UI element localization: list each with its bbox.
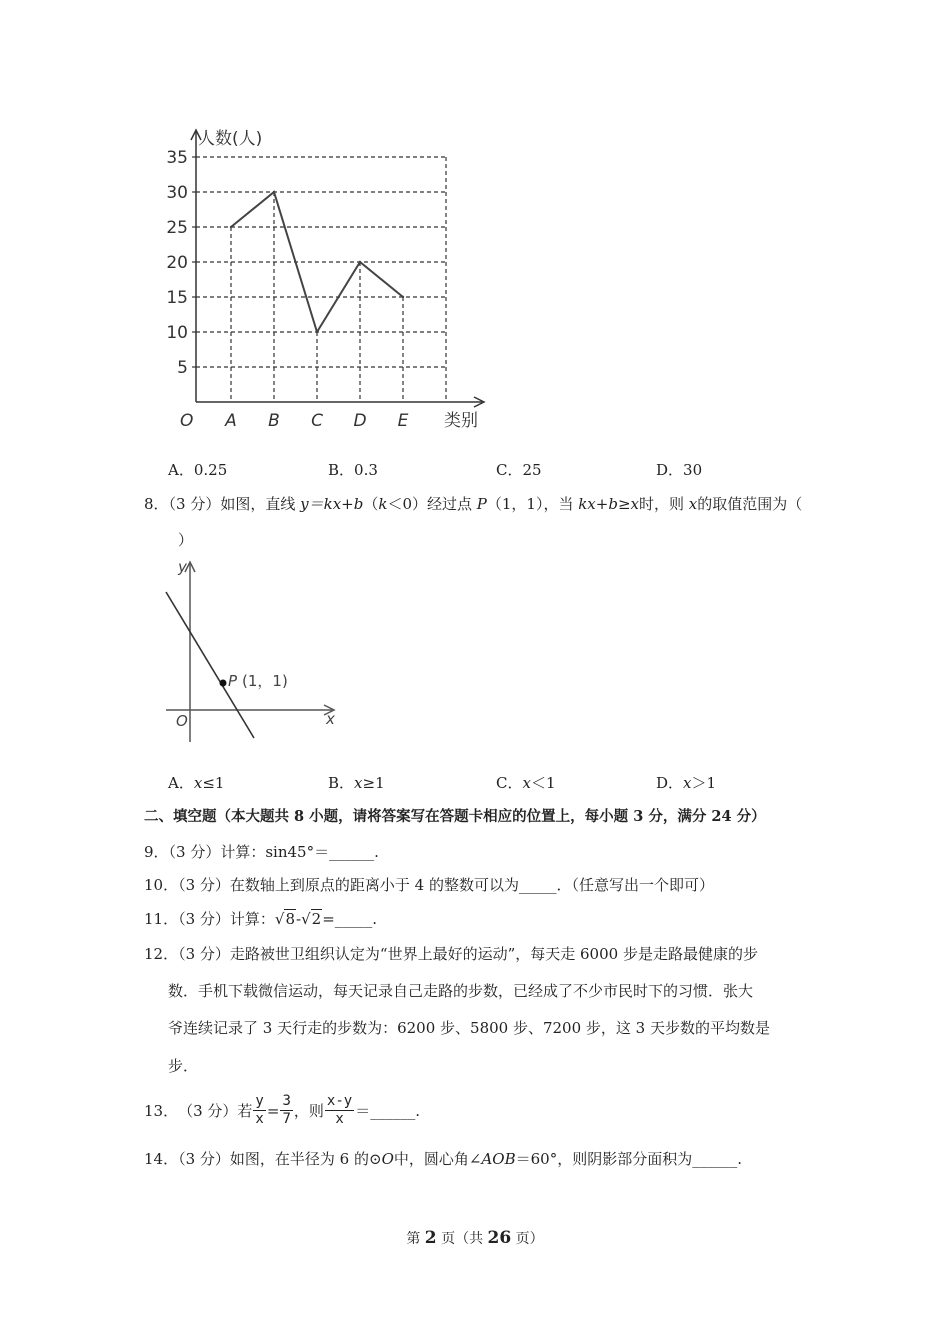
chart-axes (191, 130, 484, 407)
data-point-E (402, 296, 404, 298)
equals-sign: = (266, 1101, 280, 1120)
y-tick-label-10: 10 (166, 323, 188, 343)
q14-text-2: 中，圆心角∠ (393, 1150, 482, 1168)
option-text: 0.3 (354, 461, 378, 479)
section-heading: 二、填空题（本大题共 8 小题，请将答案写在答题卡相应的位置上，每小题 3 分，满分 24 分） (144, 808, 766, 825)
q8-equation: y＝kx+b (300, 495, 364, 513)
data-point-C (316, 331, 318, 333)
option-letter: C． (496, 774, 523, 792)
option-letter: C． (496, 461, 523, 479)
y-tick-label-35: 35 (166, 148, 188, 168)
total-pages: 26 (487, 1228, 512, 1248)
question-score: （3 分） (178, 1150, 230, 1168)
denominator: x (335, 1111, 344, 1127)
option-letter: A． (168, 774, 194, 792)
q12-text-1: 走路被世卫组织认定为“世界上最好的运动”，每天走 6000 步是走路最健康的步 (229, 945, 758, 963)
line-chart (160, 120, 500, 440)
x-label: x (326, 710, 335, 728)
option-var: x (522, 774, 531, 792)
fraction-3-over-7 (280, 1093, 292, 1128)
p-label: P (228, 672, 238, 690)
answer-blank[interactable]: _____ (334, 910, 373, 928)
point-p (220, 680, 227, 687)
q12-line-2: 数．手机下载微信运动，每天记录自己走路的步数，已经成了不少市民时下的习惯．张大 (168, 982, 754, 1000)
footer-text: 页） (511, 1231, 544, 1247)
x-tick-label-C: C (311, 411, 323, 431)
q11 (144, 909, 377, 929)
option-relation: ≥1 (362, 774, 385, 792)
fraction-x-minus-y-over-x (325, 1093, 354, 1128)
sqrt-8: √8 (274, 910, 296, 928)
q11-end: . (372, 910, 378, 928)
y-tick-label-30: 30 (166, 183, 188, 203)
question-score: （3 分） (178, 910, 230, 928)
q13 (144, 1093, 420, 1128)
q8-close-paren: ） (178, 531, 194, 549)
equals-sign: = (322, 910, 335, 928)
q9-text: 计算：sin45°＝ (220, 843, 330, 861)
q8-text-5: 时，则 (638, 495, 689, 513)
q12-line-1 (144, 944, 758, 964)
question-score: （3 分） (178, 876, 230, 894)
q8-text-4: （1，1），当 (486, 495, 579, 513)
q14-angle: AOB (481, 1150, 516, 1168)
q11-text: 计算： (229, 910, 275, 928)
q7-option-d[interactable] (656, 460, 702, 480)
q8-stem (144, 494, 802, 514)
denominator: x (255, 1111, 264, 1127)
q8-x: x (688, 495, 698, 513)
q7-option-a[interactable] (168, 460, 227, 480)
q8-condition: kx+b≥x (578, 495, 639, 513)
x-tick-label-B: B (268, 411, 280, 431)
x-axis-label: 类别 (444, 411, 478, 431)
numerator: y (255, 1093, 264, 1109)
q14-text-1: 如图，在半径为 6 的⊙ (229, 1150, 382, 1168)
q14-circle-o: O (381, 1150, 394, 1168)
q12-line-3: 爷连续记录了 3 天行走的步数为：6200 步、5800 步、7200 步，这 3 天步数的平均数是 (168, 1019, 770, 1037)
option-relation: ＜1 (530, 774, 556, 792)
page-number: 2 (424, 1228, 437, 1248)
q12-line-4: 步． (168, 1057, 199, 1075)
sqrt-2: √2 (301, 910, 322, 928)
x-tick-label-E: E (397, 411, 409, 431)
option-letter: A． (168, 461, 194, 479)
y-axis-label: 人数(人) (198, 129, 263, 149)
option-relation: ≤1 (202, 774, 225, 792)
answer-blank[interactable]: _____ (519, 876, 557, 894)
q8-k: k (378, 495, 388, 513)
q14 (144, 1149, 742, 1169)
q8-option-c[interactable] (496, 773, 556, 793)
q9-end: . (374, 843, 379, 861)
chart-grid (192, 157, 446, 402)
question-number: 11． (144, 910, 179, 928)
q13-end: . (415, 1101, 420, 1120)
q8-text-6: 的取值范围为（ (697, 495, 803, 513)
y-label: y (178, 558, 187, 576)
q7-option-c[interactable] (496, 460, 542, 480)
question-number: 13． (144, 1101, 179, 1120)
q10-text: 在数轴上到原点的距离小于 4 的整数可以为 (229, 876, 519, 894)
y-tick-label-15: 15 (166, 288, 188, 308)
option-letter: B． (328, 774, 355, 792)
q13-text-1: 若 (237, 1101, 253, 1120)
x-tick-labels (224, 411, 408, 431)
question-score: （3 分） (168, 843, 221, 861)
q8-text-3: ＜0）经过点 (387, 495, 477, 513)
question-score: （3 分） (178, 1101, 238, 1120)
q14-end: . (737, 1150, 742, 1168)
q9 (144, 842, 379, 862)
question-number: 8． (144, 495, 169, 513)
q13-text-2: ，则 (293, 1101, 324, 1120)
q14-text-3: ＝60°，则阴影部分面积为 (515, 1150, 693, 1168)
question-number: 9． (144, 843, 169, 861)
footer-text: 第 (406, 1231, 425, 1247)
y-tick-labels (166, 148, 188, 378)
answer-blank[interactable]: ______ (329, 843, 375, 861)
question-number: 14． (144, 1150, 179, 1168)
data-point-D (359, 261, 361, 263)
data-point-B (273, 191, 275, 193)
option-letter: D． (656, 774, 684, 792)
q8-line-figure (160, 556, 350, 746)
minus-sign: - (296, 910, 302, 928)
option-letter: D． (656, 461, 684, 479)
option-relation: ＞1 (691, 774, 717, 792)
numerator: 3 (282, 1093, 291, 1109)
denominator: 7 (282, 1111, 291, 1127)
origin-label: O (180, 411, 194, 431)
option-letter: B． (328, 461, 355, 479)
origin-label: O (176, 712, 188, 730)
question-score: （3 分） (168, 495, 221, 513)
numerator: x-y (326, 1093, 353, 1109)
equals-sign: ＝ (355, 1101, 371, 1120)
answer-blank[interactable]: ______ (692, 1150, 738, 1168)
q8-option-a[interactable] (168, 773, 224, 793)
option-text: 25 (522, 461, 542, 479)
q10 (144, 875, 714, 895)
question-score: （3 分） (178, 945, 230, 963)
page-footer (0, 1228, 950, 1249)
fraction-y-over-x (253, 1093, 265, 1128)
y-tick-label-20: 20 (166, 253, 188, 273)
p-coordinates: (1，1) (242, 672, 288, 690)
x-tick-label-D: D (353, 411, 367, 431)
option-var: x (683, 774, 692, 792)
q8-point: P (476, 495, 487, 513)
option-text: 30 (683, 461, 703, 479)
option-text: 0.25 (193, 461, 228, 479)
radicand: 2 (311, 910, 322, 928)
y-tick-label-5: 5 (177, 358, 188, 378)
q10-end: ．（任意写出一个即可） (556, 876, 715, 894)
option-var: x (354, 774, 363, 792)
q8-text-1: 如图，直线 (220, 495, 301, 513)
q8-option-d[interactable] (656, 773, 716, 793)
q8-option-b[interactable] (328, 773, 385, 793)
y-tick-label-25: 25 (166, 218, 188, 238)
q8-text-2: （ (363, 495, 379, 513)
question-number: 10． (144, 876, 179, 894)
data-point-A (230, 226, 232, 228)
answer-blank[interactable]: ______ (370, 1101, 416, 1120)
radicand: 8 (285, 910, 296, 928)
x-tick-label-A: A (225, 411, 237, 431)
q7-option-b[interactable] (328, 460, 378, 480)
question-number: 12． (144, 945, 179, 963)
option-var: x (193, 774, 203, 792)
footer-text: 页（共 (436, 1231, 488, 1247)
